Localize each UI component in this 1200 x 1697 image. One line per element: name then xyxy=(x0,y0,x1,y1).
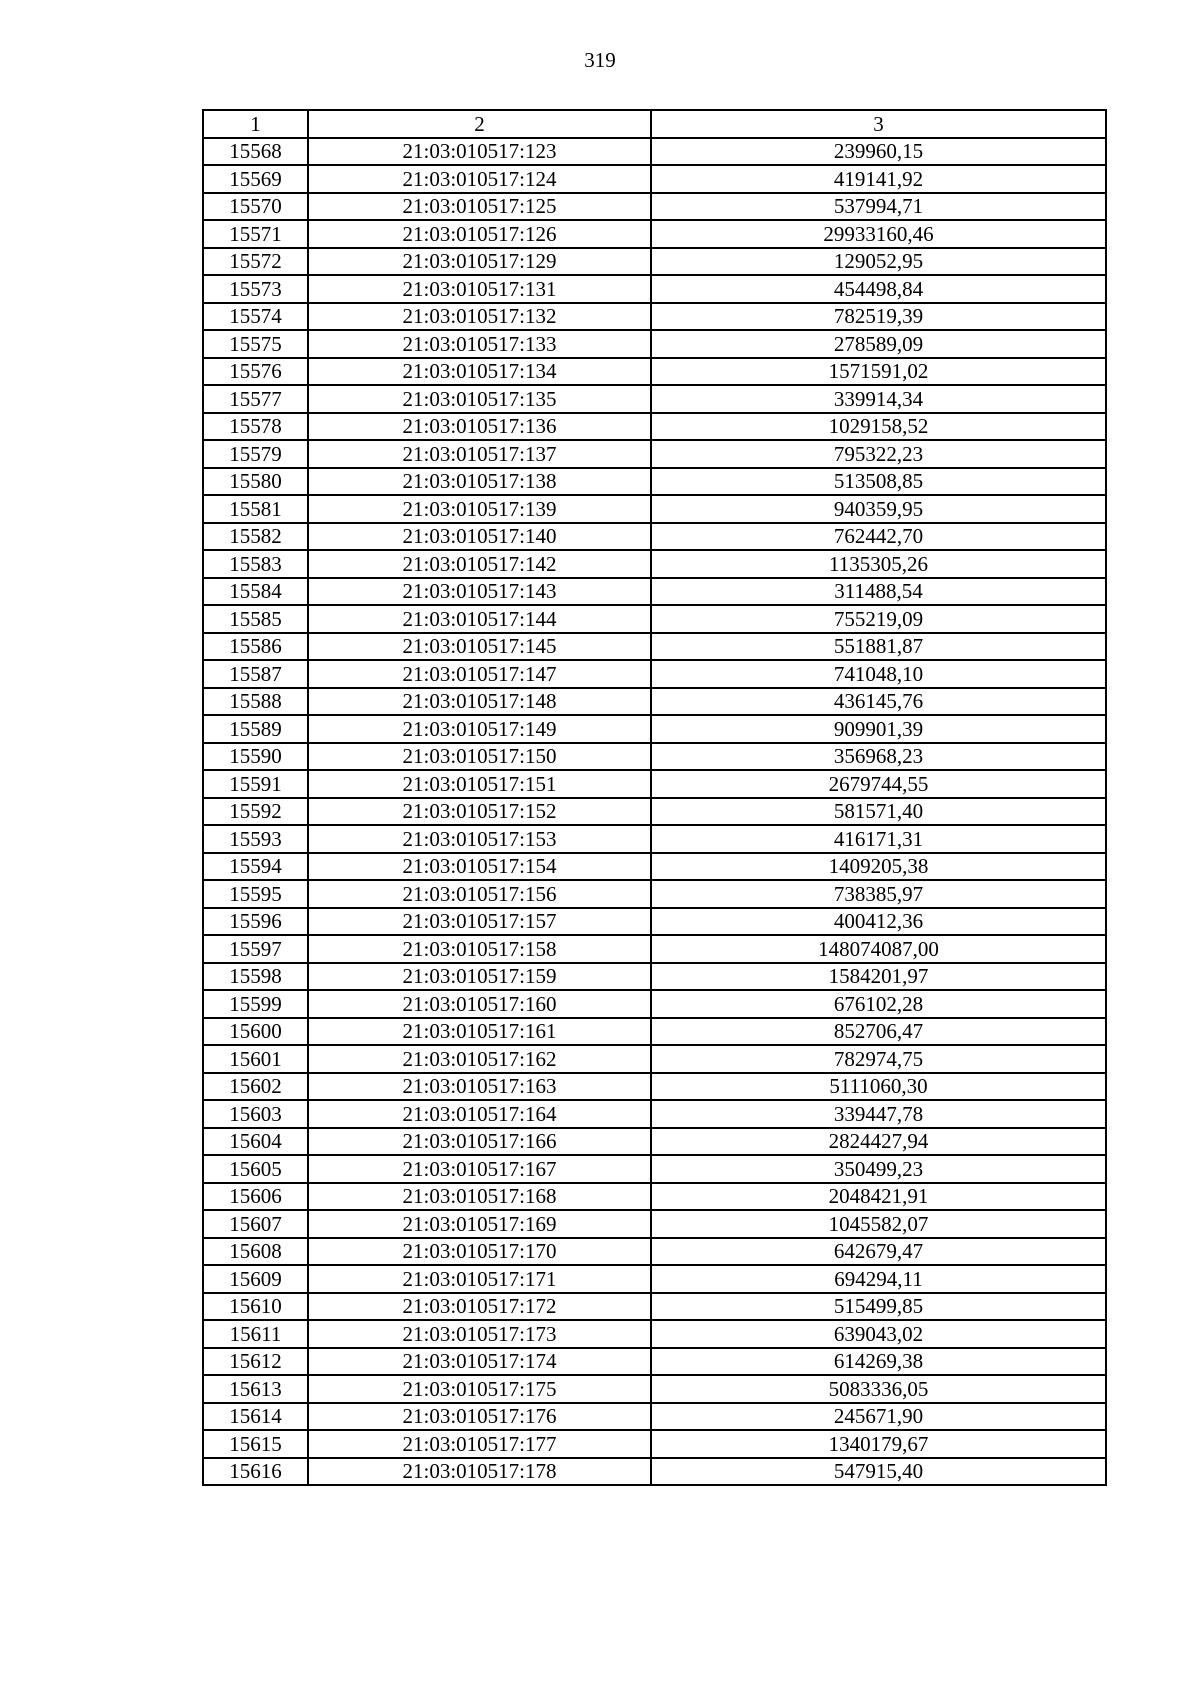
table-row xyxy=(203,880,1106,908)
cadastral-value-cell: 1135305,26 xyxy=(651,550,1106,578)
row-number-cell: 15603 xyxy=(203,1100,308,1128)
cadastral-value-cell: 1409205,38 xyxy=(651,853,1106,881)
cadastral-value-cell: 676102,28 xyxy=(651,990,1106,1018)
table-row xyxy=(203,358,1106,386)
row-number-cell: 15595 xyxy=(203,880,308,908)
cadastral-number-cell: 21:03:010517:134 xyxy=(308,358,651,386)
row-number-cell: 15583 xyxy=(203,550,308,578)
row-number-cell: 15576 xyxy=(203,358,308,386)
table-row xyxy=(203,330,1106,358)
table-row xyxy=(203,1155,1106,1183)
cadastral-number-cell: 21:03:010517:174 xyxy=(308,1348,651,1376)
row-number-cell: 15578 xyxy=(203,413,308,441)
table-row xyxy=(203,550,1106,578)
row-number-cell: 15581 xyxy=(203,495,308,523)
row-number-cell: 15606 xyxy=(203,1183,308,1211)
table-row xyxy=(203,440,1106,468)
cadastral-value-cell: 400412,36 xyxy=(651,908,1106,936)
cadastral-number-cell: 21:03:010517:150 xyxy=(308,743,651,771)
row-number-cell: 15594 xyxy=(203,853,308,881)
row-number-cell: 15612 xyxy=(203,1348,308,1376)
cadastral-value-cell: 515499,85 xyxy=(651,1293,1106,1321)
row-number-cell: 15579 xyxy=(203,440,308,468)
cadastral-value-cell: 738385,97 xyxy=(651,880,1106,908)
table-row xyxy=(203,963,1106,991)
cadastral-number-cell: 21:03:010517:164 xyxy=(308,1100,651,1128)
cadastral-number-cell: 21:03:010517:171 xyxy=(308,1265,651,1293)
column-header-3: 3 xyxy=(651,110,1106,138)
table-row xyxy=(203,248,1106,276)
table-row xyxy=(203,1238,1106,1266)
cadastral-value-cell: 694294,11 xyxy=(651,1265,1106,1293)
row-number-cell: 15592 xyxy=(203,798,308,826)
row-number-cell: 15613 xyxy=(203,1375,308,1403)
table-row xyxy=(203,1210,1106,1238)
cadastral-number-cell: 21:03:010517:152 xyxy=(308,798,651,826)
row-number-cell: 15605 xyxy=(203,1155,308,1183)
row-number-cell: 15569 xyxy=(203,165,308,193)
row-number-cell: 15599 xyxy=(203,990,308,1018)
table-row xyxy=(203,385,1106,413)
cadastral-value-cell: 581571,40 xyxy=(651,798,1106,826)
table-row xyxy=(203,523,1106,551)
table-row xyxy=(203,1348,1106,1376)
table-row xyxy=(203,1183,1106,1211)
cadastral-number-cell: 21:03:010517:161 xyxy=(308,1018,651,1046)
cadastral-value-table xyxy=(202,109,1107,1486)
row-number-cell: 15610 xyxy=(203,1293,308,1321)
cadastral-value-cell: 614269,38 xyxy=(651,1348,1106,1376)
cadastral-number-cell: 21:03:010517:147 xyxy=(308,660,651,688)
cadastral-value-cell: 909901,39 xyxy=(651,715,1106,743)
table-row xyxy=(203,303,1106,331)
cadastral-value-cell: 419141,92 xyxy=(651,165,1106,193)
cadastral-value-cell: 755219,09 xyxy=(651,605,1106,633)
table-header-row xyxy=(203,110,1106,138)
row-number-cell: 15573 xyxy=(203,275,308,303)
row-number-cell: 15580 xyxy=(203,468,308,496)
table-row xyxy=(203,1403,1106,1431)
table-row xyxy=(203,825,1106,853)
table-row xyxy=(203,770,1106,798)
cadastral-number-cell: 21:03:010517:163 xyxy=(308,1073,651,1101)
cadastral-value-cell: 537994,71 xyxy=(651,193,1106,221)
table-row xyxy=(203,1430,1106,1458)
row-number-cell: 15582 xyxy=(203,523,308,551)
cadastral-number-cell: 21:03:010517:159 xyxy=(308,963,651,991)
table-row xyxy=(203,1458,1106,1486)
cadastral-value-cell: 436145,76 xyxy=(651,688,1106,716)
table-body xyxy=(203,138,1106,1486)
table-row xyxy=(203,220,1106,248)
cadastral-number-cell: 21:03:010517:124 xyxy=(308,165,651,193)
table-row xyxy=(203,743,1106,771)
row-number-cell: 15590 xyxy=(203,743,308,771)
row-number-cell: 15600 xyxy=(203,1018,308,1046)
cadastral-number-cell: 21:03:010517:166 xyxy=(308,1128,651,1156)
cadastral-number-cell: 21:03:010517:140 xyxy=(308,523,651,551)
cadastral-number-cell: 21:03:010517:131 xyxy=(308,275,651,303)
cadastral-number-cell: 21:03:010517:143 xyxy=(308,578,651,606)
cadastral-number-cell: 21:03:010517:126 xyxy=(308,220,651,248)
row-number-cell: 15598 xyxy=(203,963,308,991)
table-row xyxy=(203,1018,1106,1046)
cadastral-value-cell: 2679744,55 xyxy=(651,770,1106,798)
cadastral-value-cell: 852706,47 xyxy=(651,1018,1106,1046)
row-number-cell: 15601 xyxy=(203,1045,308,1073)
cadastral-value-cell: 940359,95 xyxy=(651,495,1106,523)
row-number-cell: 15615 xyxy=(203,1430,308,1458)
cadastral-value-cell: 639043,02 xyxy=(651,1320,1106,1348)
cadastral-number-cell: 21:03:010517:142 xyxy=(308,550,651,578)
row-number-cell: 15577 xyxy=(203,385,308,413)
cadastral-number-cell: 21:03:010517:168 xyxy=(308,1183,651,1211)
table-row xyxy=(203,1293,1106,1321)
table-row xyxy=(203,413,1106,441)
table-row xyxy=(203,605,1106,633)
cadastral-value-cell: 350499,23 xyxy=(651,1155,1106,1183)
cadastral-number-cell: 21:03:010517:137 xyxy=(308,440,651,468)
page-number: 319 xyxy=(584,48,616,72)
cadastral-value-cell: 5083336,05 xyxy=(651,1375,1106,1403)
cadastral-value-cell: 5111060,30 xyxy=(651,1073,1106,1101)
cadastral-value-cell: 513508,85 xyxy=(651,468,1106,496)
row-number-cell: 15589 xyxy=(203,715,308,743)
cadastral-value-cell: 1029158,52 xyxy=(651,413,1106,441)
cadastral-number-cell: 21:03:010517:154 xyxy=(308,853,651,881)
cadastral-value-cell: 642679,47 xyxy=(651,1238,1106,1266)
cadastral-number-cell: 21:03:010517:175 xyxy=(308,1375,651,1403)
cadastral-value-cell: 239960,15 xyxy=(651,138,1106,166)
row-number-cell: 15568 xyxy=(203,138,308,166)
table-row xyxy=(203,165,1106,193)
row-number-cell: 15607 xyxy=(203,1210,308,1238)
cadastral-number-cell: 21:03:010517:156 xyxy=(308,880,651,908)
table-row xyxy=(203,1045,1106,1073)
table-row xyxy=(203,1320,1106,1348)
table-row xyxy=(203,1100,1106,1128)
table-row xyxy=(203,193,1106,221)
row-number-cell: 15602 xyxy=(203,1073,308,1101)
cadastral-number-cell: 21:03:010517:129 xyxy=(308,248,651,276)
row-number-cell: 15604 xyxy=(203,1128,308,1156)
cadastral-value-cell: 2824427,94 xyxy=(651,1128,1106,1156)
cadastral-number-cell: 21:03:010517:157 xyxy=(308,908,651,936)
cadastral-number-cell: 21:03:010517:135 xyxy=(308,385,651,413)
table-row xyxy=(203,798,1106,826)
table-row xyxy=(203,1073,1106,1101)
cadastral-number-cell: 21:03:010517:167 xyxy=(308,1155,651,1183)
row-number-cell: 15611 xyxy=(203,1320,308,1348)
cadastral-value-cell: 547915,40 xyxy=(651,1458,1106,1486)
cadastral-number-cell: 21:03:010517:133 xyxy=(308,330,651,358)
cadastral-value-cell: 29933160,46 xyxy=(651,220,1106,248)
table-row xyxy=(203,990,1106,1018)
cadastral-number-cell: 21:03:010517:173 xyxy=(308,1320,651,1348)
cadastral-number-cell: 21:03:010517:151 xyxy=(308,770,651,798)
table-row xyxy=(203,908,1106,936)
cadastral-number-cell: 21:03:010517:176 xyxy=(308,1403,651,1431)
row-number-cell: 15571 xyxy=(203,220,308,248)
cadastral-value-cell: 148074087,00 xyxy=(651,935,1106,963)
cadastral-value-cell: 741048,10 xyxy=(651,660,1106,688)
cadastral-value-cell: 762442,70 xyxy=(651,523,1106,551)
cadastral-number-cell: 21:03:010517:139 xyxy=(308,495,651,523)
cadastral-value-cell: 1340179,67 xyxy=(651,1430,1106,1458)
cadastral-value-cell: 245671,90 xyxy=(651,1403,1106,1431)
cadastral-number-cell: 21:03:010517:145 xyxy=(308,633,651,661)
cadastral-number-cell: 21:03:010517:153 xyxy=(308,825,651,853)
cadastral-number-cell: 21:03:010517:123 xyxy=(308,138,651,166)
cadastral-number-cell: 21:03:010517:160 xyxy=(308,990,651,1018)
cadastral-number-cell: 21:03:010517:178 xyxy=(308,1458,651,1486)
cadastral-number-cell: 21:03:010517:149 xyxy=(308,715,651,743)
cadastral-value-cell: 2048421,91 xyxy=(651,1183,1106,1211)
table-row xyxy=(203,495,1106,523)
row-number-cell: 15609 xyxy=(203,1265,308,1293)
row-number-cell: 15585 xyxy=(203,605,308,633)
cadastral-value-cell: 551881,87 xyxy=(651,633,1106,661)
cadastral-value-cell: 311488,54 xyxy=(651,578,1106,606)
table-row xyxy=(203,275,1106,303)
table-row xyxy=(203,660,1106,688)
table-row xyxy=(203,138,1106,166)
row-number-cell: 15614 xyxy=(203,1403,308,1431)
table-row xyxy=(203,633,1106,661)
cadastral-number-cell: 21:03:010517:144 xyxy=(308,605,651,633)
table-row xyxy=(203,715,1106,743)
cadastral-number-cell: 21:03:010517:138 xyxy=(308,468,651,496)
cadastral-number-cell: 21:03:010517:172 xyxy=(308,1293,651,1321)
row-number-cell: 15591 xyxy=(203,770,308,798)
table-row xyxy=(203,1375,1106,1403)
table-header xyxy=(203,110,1106,138)
cadastral-number-cell: 21:03:010517:169 xyxy=(308,1210,651,1238)
cadastral-value-cell: 129052,95 xyxy=(651,248,1106,276)
row-number-cell: 15597 xyxy=(203,935,308,963)
table-row xyxy=(203,853,1106,881)
cadastral-value-cell: 782519,39 xyxy=(651,303,1106,331)
cadastral-number-cell: 21:03:010517:125 xyxy=(308,193,651,221)
table-row xyxy=(203,468,1106,496)
row-number-cell: 15586 xyxy=(203,633,308,661)
cadastral-value-cell: 339447,78 xyxy=(651,1100,1106,1128)
cadastral-value-cell: 416171,31 xyxy=(651,825,1106,853)
cadastral-value-cell: 454498,84 xyxy=(651,275,1106,303)
cadastral-value-cell: 278589,09 xyxy=(651,330,1106,358)
cadastral-value-cell: 1584201,97 xyxy=(651,963,1106,991)
cadastral-value-cell: 356968,23 xyxy=(651,743,1106,771)
row-number-cell: 15608 xyxy=(203,1238,308,1266)
cadastral-value-cell: 795322,23 xyxy=(651,440,1106,468)
column-header-1: 1 xyxy=(203,110,308,138)
table-row xyxy=(203,935,1106,963)
row-number-cell: 15596 xyxy=(203,908,308,936)
cadastral-value-cell: 339914,34 xyxy=(651,385,1106,413)
cadastral-number-cell: 21:03:010517:136 xyxy=(308,413,651,441)
cadastral-number-cell: 21:03:010517:158 xyxy=(308,935,651,963)
row-number-cell: 15570 xyxy=(203,193,308,221)
cadastral-value-cell: 1045582,07 xyxy=(651,1210,1106,1238)
column-header-2: 2 xyxy=(308,110,651,138)
cadastral-number-cell: 21:03:010517:162 xyxy=(308,1045,651,1073)
row-number-cell: 15588 xyxy=(203,688,308,716)
row-number-cell: 15584 xyxy=(203,578,308,606)
table-row xyxy=(203,1128,1106,1156)
row-number-cell: 15574 xyxy=(203,303,308,331)
table-row xyxy=(203,578,1106,606)
cadastral-value-cell: 1571591,02 xyxy=(651,358,1106,386)
row-number-cell: 15593 xyxy=(203,825,308,853)
table-row xyxy=(203,688,1106,716)
cadastral-number-cell: 21:03:010517:170 xyxy=(308,1238,651,1266)
cadastral-number-cell: 21:03:010517:132 xyxy=(308,303,651,331)
row-number-cell: 15587 xyxy=(203,660,308,688)
row-number-cell: 15616 xyxy=(203,1458,308,1486)
table-row xyxy=(203,1265,1106,1293)
cadastral-number-cell: 21:03:010517:177 xyxy=(308,1430,651,1458)
cadastral-value-cell: 782974,75 xyxy=(651,1045,1106,1073)
row-number-cell: 15572 xyxy=(203,248,308,276)
cadastral-number-cell: 21:03:010517:148 xyxy=(308,688,651,716)
row-number-cell: 15575 xyxy=(203,330,308,358)
